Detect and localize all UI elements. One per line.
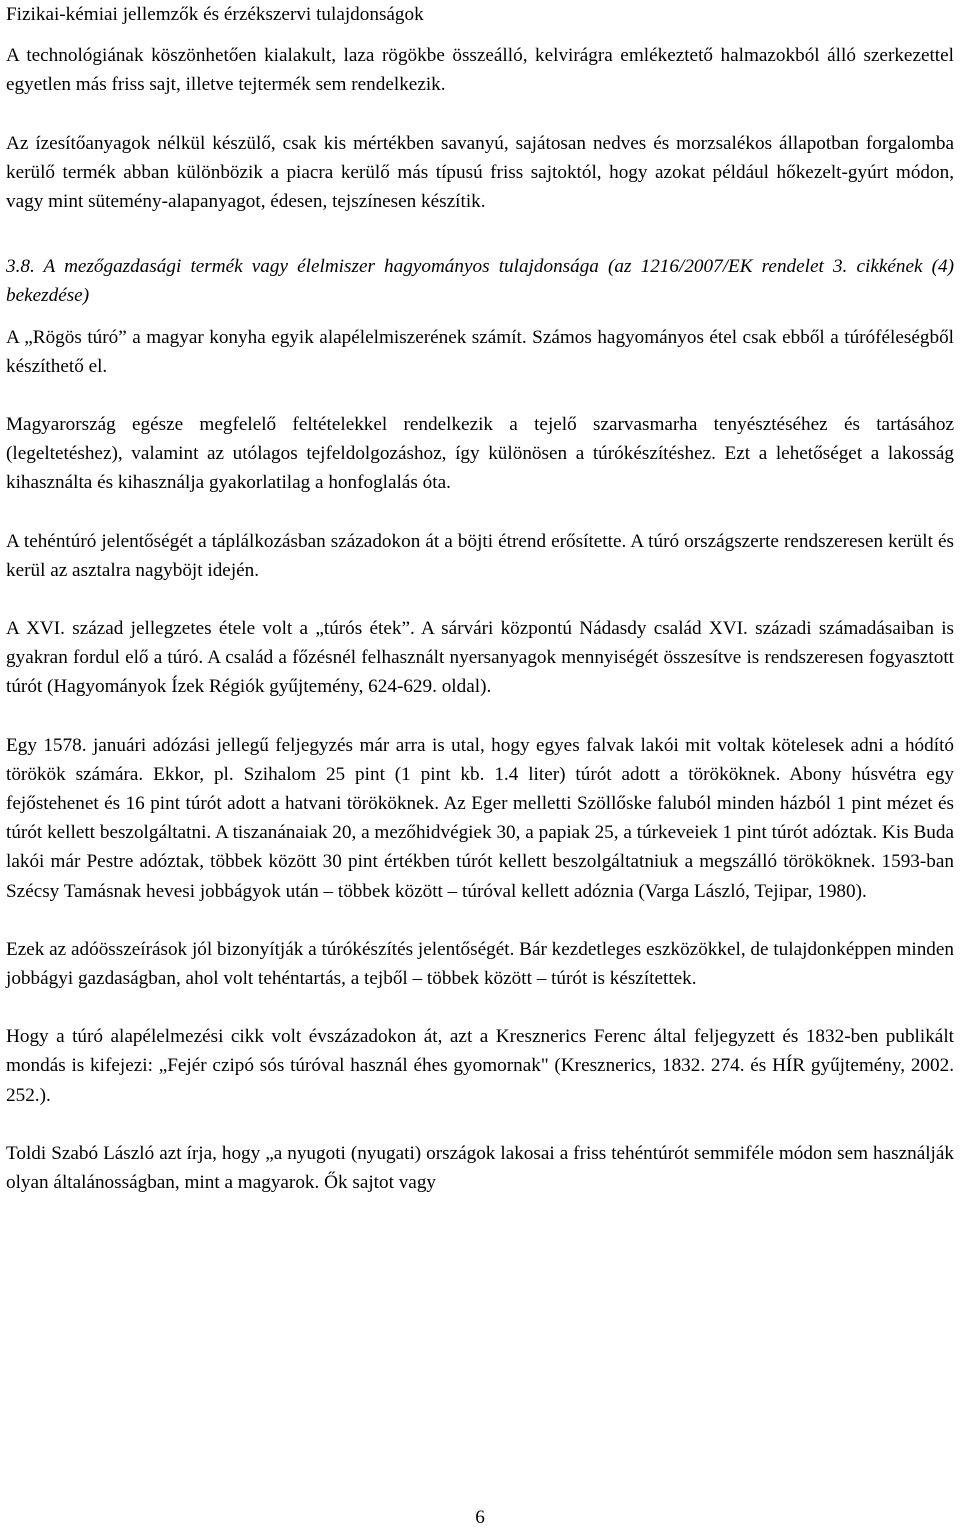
paragraph-flavor: Az ízesítőanyagok nélkül készülő, csak kis mértékben savanyú, sajátosan nedves és morzsalékos állapotban forgalomba kerülő termék abban különbözik a piacra kerülő más típusú friss sajtoktól, hogy azokat például hőkezelt-gyúrt módon, vagy mint sütemény-alapanyagot, édesen, tejszínesen készítik. (6, 132, 954, 213)
paragraph-staple: A „Rögös túró” a magyar konyha egyik alapélelmiszerének számít. Számos hagyományos étel csak ebből a túróféleségből készíthető el. (6, 326, 954, 377)
subsection-heading: 3.8. A mezőgazdasági termék vagy élelmiszer hagyományos tulajdonsága (az 1216/2007/EK rendelet 3. cikkének (4) bekezdése) (6, 256, 954, 307)
paragraph-kresznerics: Hogy a túró alapélelmezési cikk volt évszázadokon át, azt a Kresznerics Ferenc által feljegyzett és 1832-ben publikált mondás is kifejezi: „Fejér czipó sós túróval használ éhes gyomornak" (Kresznerics, 1832. 274. és HÍR gyűjtemény, 2002. 252.). (6, 1026, 954, 1106)
paragraph-tax-records: Ezek az adóösszeírások jól bizonyítják a túrókészítés jelentőségét. Bár kezdetleges eszközökkel, de tulajdonképpen minden jobbágyi gazdaságban, ahol volt tehéntartás, a tejből – többek között – túrót is készítettek. (6, 938, 954, 990)
paragraph-lent: A tehéntúró jelentőségét a táplálkozásban századokon át a böjti étrend erősítette. A túró országszerte rendszeresen került és kerül az asztalra nagyböjt idején. (6, 530, 954, 581)
paragraph-structure: A technológiának köszönhetően kialakult, laza rögökbe összeálló, kelvirágra emlékeztető halmazokból álló szerkezettel egyetlen más friss sajt, illetve tejtermék sem rendelkezik. (6, 45, 954, 96)
paragraph-1578-tax: Egy 1578. januári adózási jellegű feljegyzés már arra is utal, hogy egyes falvak lakói mit voltak kötelesek adni a hódító törökök számára. Ekkor, pl. Szihalom 25 pint (1 pint kb. 1.4 liter) túrót adott a törököknek. Abony húsvétra egy fejőstehenet és 16 pint túrót adott a hatvani törököknek. Az Eger melletti Szöllőske faluból minden házból 1 pint mézet és túrót kellett beszolgáltatni. A tiszanánaiak 20, a mezőhidvégiek 30, a papiak 25, a túrkeveiek 1 pint túrót adóztak. Kis Buda lakói már Pestre adóztak, többek között 30 pint értékben túrót kellett beszolgáltatniuk a megszálló törököknek. 1593-ban Szécsy Tamásnak hevesi jobbágyok után – többek között – túróval kellett adóznia (Varga László, Tejipar, 1980). (6, 734, 954, 902)
paragraph-hungary: Magyarország egésze megfelelő feltételekkel rendelkezik a tejelő szarvasmarha tenyésztéséhez és tartásához (legeltetéshez), valamint az utólagos tejfeldolgozáshoz, így különösen a túrókészítéshez. Ezt a lehetőséget a lakosság kihasználta és kihasználja gyakorlatilag a honfoglalás óta. (6, 414, 954, 494)
paragraph-toldi: Toldi Szabó László azt írja, hogy „a nyugoti (nyugati) országok lakosai a friss tehéntúrót semmiféle módon sem használják olyan általánosságban, mint a magyarok. Ők sajtot vagy (6, 1142, 954, 1194)
paragraph-16th-century: A XVI. század jellegzetes étele volt a „túrós étek”. A sárvári központú Nádasdy család XVI. századi számadásaiban is gyakran fordul elő a túró. A család a főzésnél felhasznált nyersanyagok mennyiségét összesítve is rendszeresen fogyasztott túrót (Hagyományok Ízek Régiók gyűjtemény, 624-629. oldal). (6, 618, 954, 698)
page-number: 6 (475, 1507, 485, 1528)
section-heading: Fizikai-kémiai jellemzők és érzékszervi tulajdonságok (6, 4, 424, 25)
document-page (6, 0, 954, 1197)
